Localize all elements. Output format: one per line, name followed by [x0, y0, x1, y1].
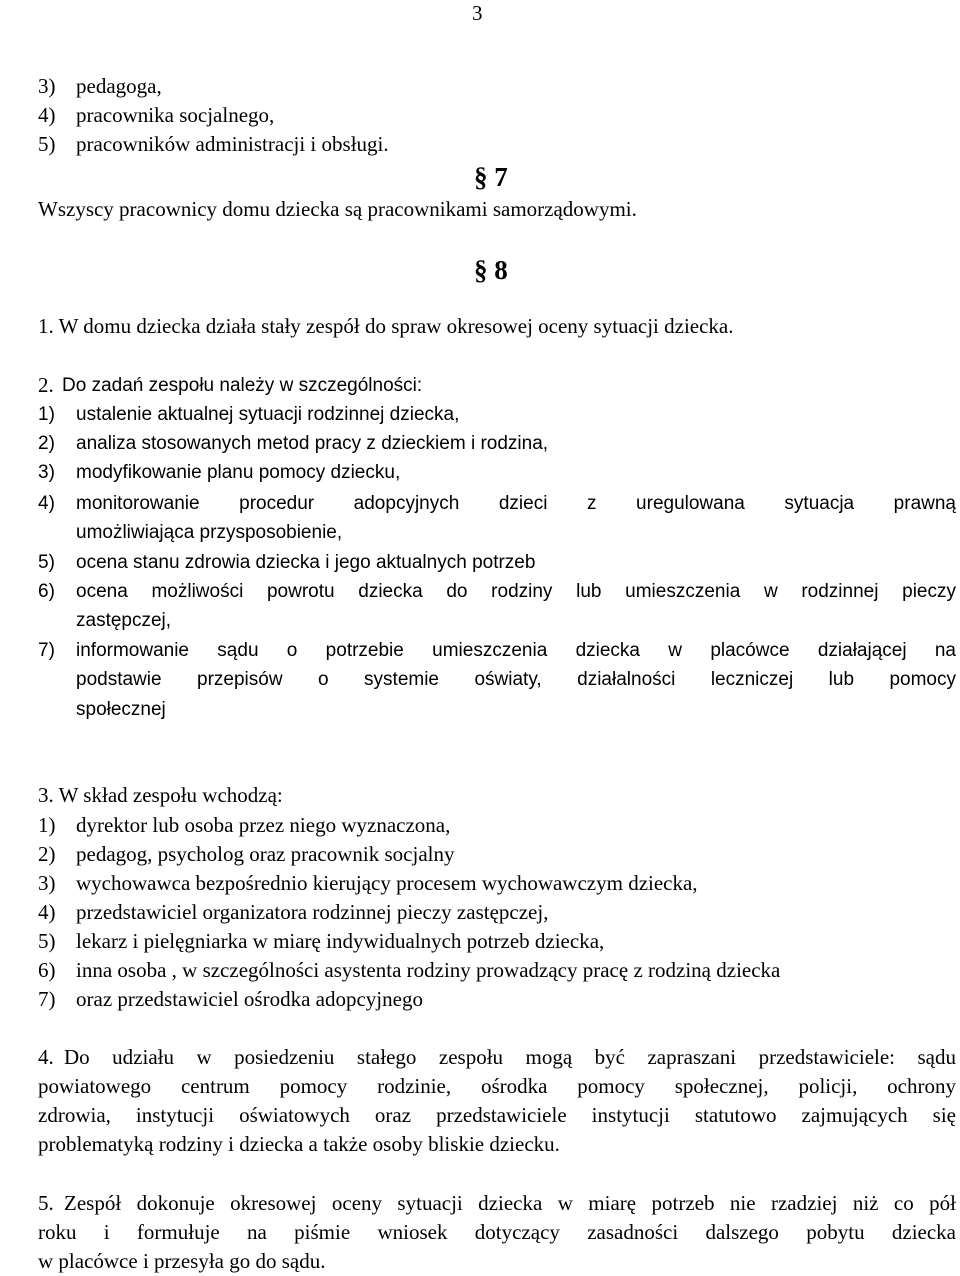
list-item-number: 2) — [38, 433, 55, 454]
list-item: oraz przedstawiciel ośrodka adopcyjnego — [76, 987, 423, 1011]
list-item-number: 1) — [38, 404, 55, 425]
section-7-heading: § 7 — [474, 162, 508, 192]
list-item-number: 2) — [38, 842, 56, 866]
list-item: pedagoga, — [76, 74, 162, 98]
paragraph-line: roku i formułuje na piśmie wniosek dotyczący zasadności dalszego pobytu dziecka — [38, 1220, 956, 1244]
list-item-continuation: zastępczej, — [76, 610, 172, 631]
list-item-number: 3) — [38, 74, 56, 98]
list-item-number: 5) — [38, 552, 55, 573]
paragraph-line: w placówce i przesyła go do sądu. — [38, 1249, 326, 1273]
list-item-number: 3) — [38, 871, 56, 895]
list-item: modyfikowanie planu pomocy dziecku, — [76, 462, 401, 483]
list-item-number: 1) — [38, 813, 56, 837]
list-item-number: 4) — [38, 103, 56, 127]
list-item-number: 4) — [38, 900, 56, 924]
list-item-number: 5) — [38, 929, 56, 953]
paragraph-intro: 3. W skład zespołu wchodzą: — [38, 783, 283, 807]
list-item: przedstawiciel organizatora rodzinnej pieczy zastępczej, — [76, 900, 549, 924]
list-item-continuation: umożliwiająca przysposobienie, — [76, 522, 343, 543]
list-item-number: 5) — [38, 132, 56, 156]
page-number: 3 — [472, 1, 483, 25]
list-item-number: 7) — [38, 987, 56, 1011]
list-item: ustalenie aktualnej sytuacji rodzinnej dziecka, — [76, 404, 460, 425]
list-item-number: 6) — [38, 958, 56, 982]
paragraph-intro: Do zadań zespołu należy w szczególności: — [62, 375, 423, 396]
list-item: monitorowanie procedur adopcyjnych dzieci z uregulowana sytuacja prawną — [76, 493, 956, 514]
list-item: inna osoba , w szczególności asystenta rodziny prowadzący pracę z rodziną dziecka — [76, 958, 781, 982]
paragraph-number: 4. — [38, 1045, 54, 1069]
list-item: ocena możliwości powrotu dziecka do rodziny lub umieszczenia w rodzinnej pieczy — [76, 581, 956, 602]
list-item-number: 7) — [38, 640, 55, 661]
list-item: wychowawca bezpośrednio kierujący procesem wychowawczym dziecka, — [76, 871, 698, 895]
list-item: pedagog, psycholog oraz pracownik socjalny — [76, 842, 455, 866]
list-item: ocena stanu zdrowia dziecka i jego aktualnych potrzeb — [76, 552, 536, 573]
paragraph-1: 1. W domu dziecka działa stały zespół do spraw okresowej oceny sytuacji dziecka. — [38, 314, 734, 338]
section-7-text: Wszyscy pracownicy domu dziecka są pracownikami samorządowymi. — [38, 197, 637, 221]
paragraph-line: Zespół dokonuje okresowej oceny sytuacji dziecka w miarę potrzeb nie rzadziej niż co pół — [64, 1191, 956, 1215]
section-8-heading: § 8 — [474, 255, 508, 285]
list-item-number: 4) — [38, 493, 55, 514]
list-item-continuation: społecznej — [76, 699, 166, 720]
list-item: pracownika socjalnego, — [76, 103, 275, 127]
list-item-continuation: podstawie przepisów o systemie oświaty, działalności leczniczej lub pomocy — [76, 669, 956, 690]
paragraph-line: powiatowego centrum pomocy rodzinie, ośrodka pomocy społecznej, policji, ochrony — [38, 1074, 956, 1098]
list-item: lekarz i pielęgniarka w miarę indywidualnych potrzeb dziecka, — [76, 929, 605, 953]
list-item-number: 6) — [38, 581, 55, 602]
list-item: pracowników administracji i obsługi. — [76, 132, 389, 156]
paragraph-line: Do udziału w posiedzeniu stałego zespołu mogą być zapraszani przedstawiciele: sądu — [64, 1045, 956, 1069]
list-item-number: 3) — [38, 462, 55, 483]
paragraph-number: 2. — [38, 373, 54, 397]
list-item: analiza stosowanych metod pracy z dzieckiem i rodzina, — [76, 433, 549, 454]
paragraph-line: zdrowia, instytucji oświatowych oraz przedstawiciele instytucji statutowo zajmujących się — [38, 1103, 956, 1127]
list-item: informowanie sądu o potrzebie umieszczenia dziecka w placówce działającej na — [76, 640, 956, 661]
paragraph-line: problematyką rodziny i dziecka a także osoby bliskie dziecku. — [38, 1132, 560, 1156]
list-item: dyrektor lub osoba przez niego wyznaczona, — [76, 813, 451, 837]
paragraph-number: 5. — [38, 1191, 54, 1215]
